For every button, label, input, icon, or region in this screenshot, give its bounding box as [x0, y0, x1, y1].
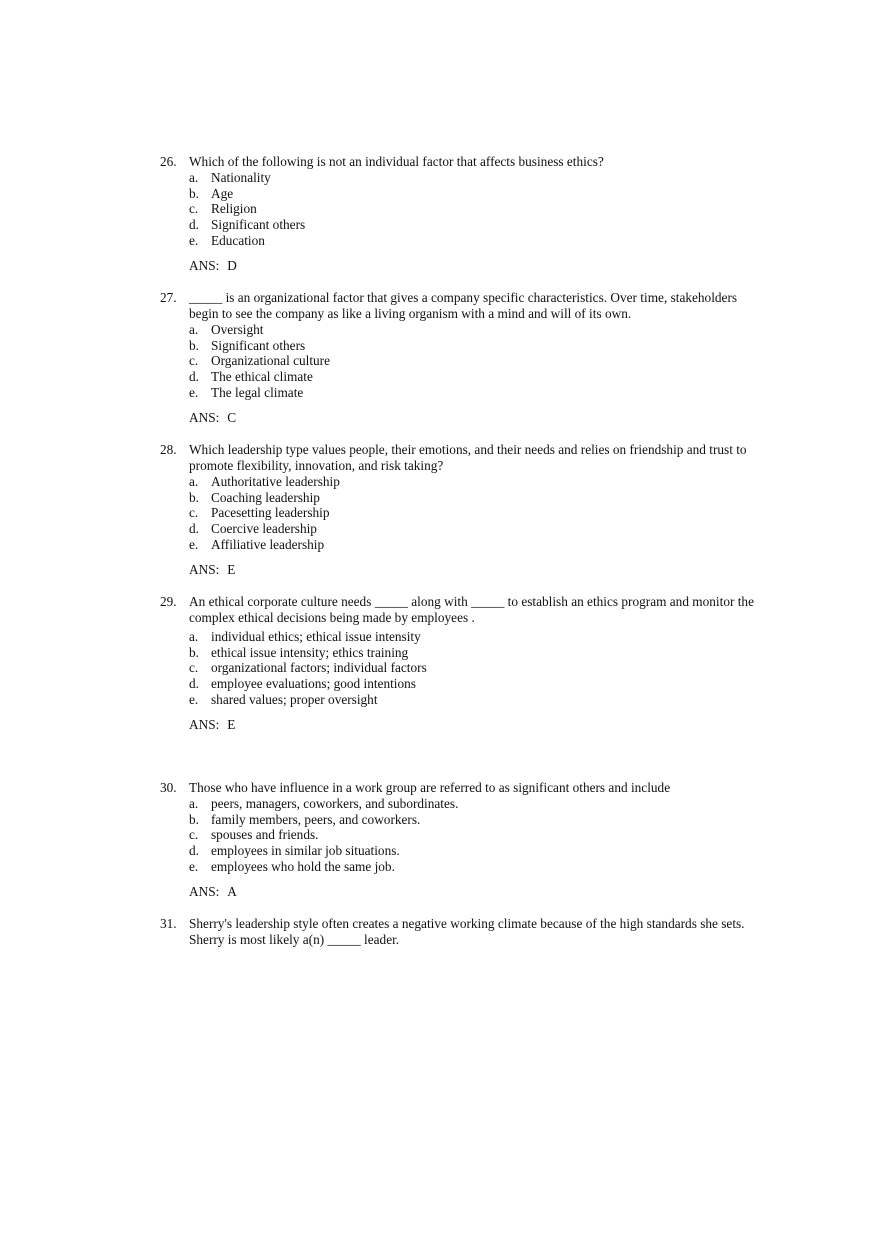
option-c	[189, 505, 760, 521]
option-text: ethical issue intensity; ethics training	[211, 644, 409, 660]
option-text: peers, managers, coworkers, and subordinates.	[211, 796, 459, 811]
option-e	[189, 537, 760, 553]
question-text: An ethical corporate culture needs _____ along with _____ to establish an ethics program and monitor the complex ethical decisions being made by employees .	[189, 594, 754, 625]
option-letter: d.	[189, 521, 199, 537]
option-letter: e.	[189, 858, 199, 874]
option-letter: a.	[189, 629, 199, 644]
option-b	[189, 645, 760, 661]
option-letter: a.	[189, 322, 199, 337]
question-number: 29.	[160, 594, 177, 609]
option-a	[189, 322, 760, 338]
option-text: employee evaluations; good intentions	[211, 676, 416, 692]
answer-label: ANS:	[189, 258, 220, 274]
option-letter: d.	[189, 217, 199, 233]
option-text: family members, peers, and coworkers.	[211, 811, 421, 827]
option-b	[189, 812, 760, 828]
option-letter: d.	[189, 369, 199, 385]
option-letter: e.	[189, 536, 199, 552]
answer-label: ANS:	[189, 884, 220, 900]
option-text: Affiliative leadership	[211, 536, 325, 552]
answer-value: E	[227, 717, 236, 733]
option-d	[189, 217, 760, 233]
option-letter: a.	[189, 170, 199, 185]
option-text: Coercive leadership	[211, 521, 317, 537]
option-letter: c.	[189, 505, 199, 521]
question-29	[160, 594, 760, 733]
question-text: Those who have influence in a work group are referred to as significant others and include	[189, 780, 671, 795]
option-letter: e.	[189, 691, 199, 707]
question-text: Sherry's leadership style often creates a negative working climate because of the high standards she sets. Sherry is most likely a(n) _____ leader.	[189, 916, 745, 947]
option-e	[189, 859, 760, 875]
option-text: Coaching leadership	[211, 489, 320, 505]
option-text: spouses and friends.	[211, 827, 319, 843]
option-d	[189, 521, 760, 537]
option-letter: c.	[189, 827, 199, 843]
option-letter: b.	[189, 811, 199, 827]
answer-line	[189, 258, 760, 274]
question-28	[160, 442, 760, 578]
answer-label: ANS:	[189, 562, 220, 578]
option-letter: e.	[189, 384, 199, 400]
option-text: Organizational culture	[211, 353, 331, 369]
option-text: The legal climate	[211, 384, 304, 400]
answer-line	[189, 884, 760, 900]
question-text: Which leadership type values people, their emotions, and their needs and relies on friendship and trust to promote flexibility, innovation, and risk taking?	[189, 442, 747, 473]
option-letter: c.	[189, 201, 199, 217]
option-text: employees in similar job situations.	[211, 843, 400, 859]
answer-line	[189, 717, 760, 733]
option-letter: c.	[189, 353, 199, 369]
option-c	[189, 353, 760, 369]
option-text: Religion	[211, 201, 257, 217]
option-text: individual ethics; ethical issue intensity	[211, 629, 421, 644]
option-a	[189, 474, 760, 490]
answer-value: A	[227, 884, 237, 900]
option-letter: a.	[189, 796, 199, 811]
option-e	[189, 233, 760, 249]
option-e	[189, 385, 760, 401]
option-text: shared values; proper oversight	[211, 691, 378, 707]
answer-value: D	[227, 258, 237, 274]
question-number: 30.	[160, 780, 177, 795]
option-letter: d.	[189, 676, 199, 692]
question-30	[160, 780, 760, 900]
answer-value: C	[227, 410, 237, 426]
option-text: Significant others	[211, 217, 306, 233]
option-b	[189, 186, 760, 202]
option-c	[189, 660, 760, 676]
option-letter: b.	[189, 489, 199, 505]
question-text: Which of the following is not an individual factor that affects business ethics?	[189, 154, 604, 169]
option-letter: a.	[189, 474, 199, 489]
option-a	[189, 629, 760, 645]
option-a	[189, 796, 760, 812]
answer-line	[189, 410, 760, 426]
option-b	[189, 490, 760, 506]
option-letter: e.	[189, 232, 199, 248]
answer-label: ANS:	[189, 717, 220, 733]
option-text: Nationality	[211, 170, 271, 185]
option-text: Authoritative leadership	[211, 474, 340, 489]
option-letter: d.	[189, 843, 199, 859]
option-letter: b.	[189, 337, 199, 353]
option-a	[189, 170, 760, 186]
option-text: employees who hold the same job.	[211, 858, 395, 874]
question-number: 27.	[160, 290, 177, 305]
option-text: Age	[211, 185, 234, 201]
question-number: 28.	[160, 442, 177, 457]
question-27	[160, 290, 760, 426]
option-text: Pacesetting leadership	[211, 505, 330, 521]
question-number: 31.	[160, 916, 177, 931]
option-letter: b.	[189, 644, 199, 660]
option-e	[189, 692, 760, 708]
question-text: _____ is an organizational factor that gives a company specific characteristics. Over time, stakeholders begin to see the company as like a living organism with a mind and will of its own.	[189, 290, 738, 321]
question-26	[160, 154, 760, 274]
option-text: organizational factors; individual factors	[211, 660, 427, 676]
option-text: Significant others	[211, 337, 306, 353]
option-text: Oversight	[211, 322, 264, 337]
question-number: 26.	[160, 154, 177, 169]
option-text: The ethical climate	[211, 369, 313, 385]
question-31	[160, 916, 760, 948]
option-d	[189, 676, 760, 692]
option-letter: c.	[189, 660, 199, 676]
option-c	[189, 201, 760, 217]
option-letter: b.	[189, 185, 199, 201]
option-d	[189, 843, 760, 859]
answer-line	[189, 562, 760, 578]
option-c	[189, 827, 760, 843]
option-text: Education	[211, 232, 265, 248]
answer-value: E	[227, 562, 236, 578]
option-b	[189, 338, 760, 354]
answer-label: ANS:	[189, 410, 220, 426]
option-d	[189, 369, 760, 385]
